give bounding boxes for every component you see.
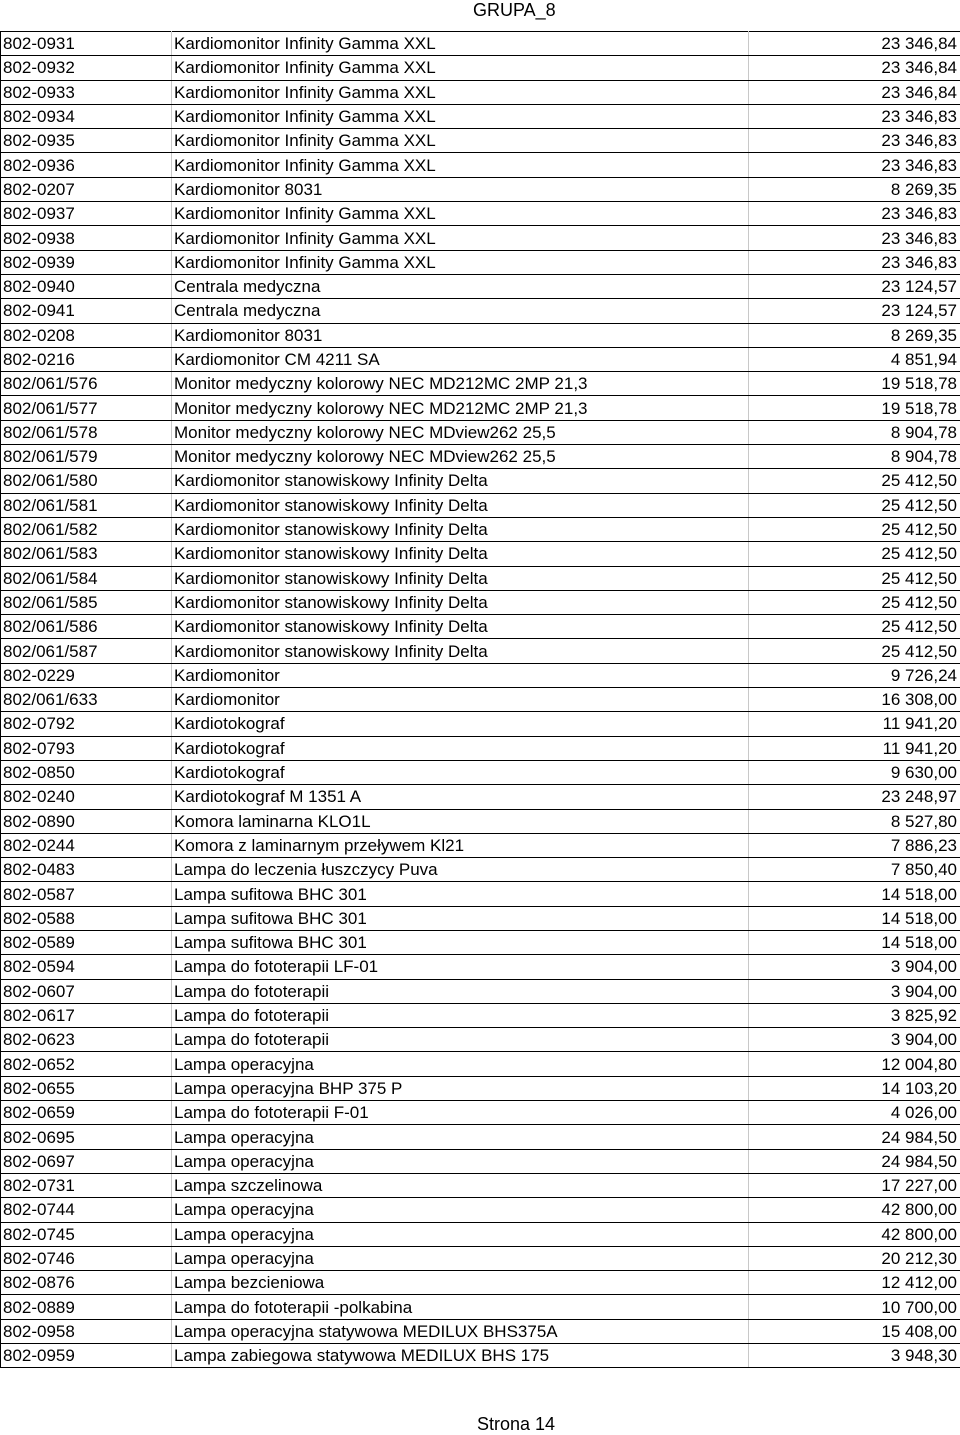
table-row xyxy=(1,979,960,1003)
item-name: Komora z laminarnym przeływem Kl21 xyxy=(172,833,749,857)
item-name: Lampa do fototerapii -polkabina xyxy=(172,1295,749,1319)
item-code: 802-0890 xyxy=(1,809,172,833)
table-row xyxy=(1,639,960,663)
item-code: 802-0617 xyxy=(1,1003,172,1027)
table-row xyxy=(1,372,960,396)
item-value: 23 346,83 xyxy=(749,129,960,153)
item-code: 802-0594 xyxy=(1,955,172,979)
item-value: 25 412,50 xyxy=(749,493,960,517)
item-code: 802-0240 xyxy=(1,785,172,809)
item-name: Lampa operacyjna xyxy=(172,1125,749,1149)
item-name: Kardiomonitor Infinity Gamma XXL xyxy=(172,32,749,56)
item-name: Kardiomonitor 8031 xyxy=(172,323,749,347)
table-row xyxy=(1,1125,960,1149)
item-value: 19 518,78 xyxy=(749,372,960,396)
item-code: 802-0936 xyxy=(1,153,172,177)
group-header: GRUPA_8 xyxy=(473,0,556,20)
item-code: 802-0483 xyxy=(1,858,172,882)
table-row xyxy=(1,80,960,104)
item-name: Lampa operacyjna xyxy=(172,1198,749,1222)
item-name: Lampa szczelinowa xyxy=(172,1173,749,1197)
item-name: Kardiomonitor Infinity Gamma XXL xyxy=(172,202,749,226)
item-name: Lampa do fototerapii xyxy=(172,979,749,1003)
item-value: 11 941,20 xyxy=(749,736,960,760)
item-value: 23 124,57 xyxy=(749,274,960,298)
item-value: 25 412,50 xyxy=(749,566,960,590)
item-name: Kardiomonitor Infinity Gamma XXL xyxy=(172,80,749,104)
item-value: 42 800,00 xyxy=(749,1198,960,1222)
item-name: Centrala medyczna xyxy=(172,274,749,298)
item-code: 802-0216 xyxy=(1,347,172,371)
item-value: 19 518,78 xyxy=(749,396,960,420)
item-name: Lampa operacyjna xyxy=(172,1052,749,1076)
item-code: 802-0889 xyxy=(1,1295,172,1319)
item-name: Kardiomonitor stanowiskowy Infinity Delta xyxy=(172,469,749,493)
item-value: 9 726,24 xyxy=(749,663,960,687)
item-value: 3 825,92 xyxy=(749,1003,960,1027)
item-name: Lampa operacyjna statywowa MEDILUX BHS375A xyxy=(172,1319,749,1343)
item-code: 802-0793 xyxy=(1,736,172,760)
item-value: 14 518,00 xyxy=(749,930,960,954)
item-code: 802/061/582 xyxy=(1,517,172,541)
item-name: Komora laminarna KLO1L xyxy=(172,809,749,833)
item-value: 7 886,23 xyxy=(749,833,960,857)
table-row xyxy=(1,1295,960,1319)
item-code: 802-0697 xyxy=(1,1149,172,1173)
item-code: 802-0939 xyxy=(1,250,172,274)
item-value: 4 026,00 xyxy=(749,1101,960,1125)
item-code: 802/061/579 xyxy=(1,445,172,469)
table-row xyxy=(1,833,960,857)
table-row xyxy=(1,1003,960,1027)
inventory-table xyxy=(0,31,960,1368)
item-name: Lampa operacyjna xyxy=(172,1222,749,1246)
table-row xyxy=(1,104,960,128)
item-code: 802/061/585 xyxy=(1,590,172,614)
table-row xyxy=(1,930,960,954)
table-row xyxy=(1,1173,960,1197)
table-row xyxy=(1,469,960,493)
item-name: Lampa do fototerapii F-01 xyxy=(172,1101,749,1125)
item-code: 802-0659 xyxy=(1,1101,172,1125)
item-code: 802-0587 xyxy=(1,882,172,906)
inventory-table-body xyxy=(1,32,960,1368)
item-name: Lampa do fototerapii xyxy=(172,1003,749,1027)
table-row xyxy=(1,1222,960,1246)
table-row xyxy=(1,1198,960,1222)
table-row xyxy=(1,420,960,444)
item-value: 23 248,97 xyxy=(749,785,960,809)
item-value: 25 412,50 xyxy=(749,542,960,566)
item-code: 802-0695 xyxy=(1,1125,172,1149)
item-name: Lampa do fototerapii xyxy=(172,1028,749,1052)
item-name: Kardiomonitor Infinity Gamma XXL xyxy=(172,250,749,274)
table-row xyxy=(1,1149,960,1173)
item-code: 802/061/577 xyxy=(1,396,172,420)
item-name: Kardiomonitor stanowiskowy Infinity Delta xyxy=(172,639,749,663)
item-value: 4 851,94 xyxy=(749,347,960,371)
table-row xyxy=(1,858,960,882)
item-value: 23 346,84 xyxy=(749,32,960,56)
table-row xyxy=(1,906,960,930)
item-name: Kardiomonitor stanowiskowy Infinity Delta xyxy=(172,493,749,517)
item-value: 11 941,20 xyxy=(749,712,960,736)
item-value: 8 269,35 xyxy=(749,323,960,347)
item-name: Kardiomonitor stanowiskowy Infinity Delta xyxy=(172,542,749,566)
table-row xyxy=(1,809,960,833)
item-code: 802-0940 xyxy=(1,274,172,298)
item-value: 7 850,40 xyxy=(749,858,960,882)
item-code: 802-0623 xyxy=(1,1028,172,1052)
item-code: 802-0958 xyxy=(1,1319,172,1343)
table-row xyxy=(1,445,960,469)
item-code: 802-0933 xyxy=(1,80,172,104)
item-code: 802/061/576 xyxy=(1,372,172,396)
item-code: 802-0744 xyxy=(1,1198,172,1222)
table-row xyxy=(1,250,960,274)
item-name: Lampa zabiegowa statywowa MEDILUX BHS 175 xyxy=(172,1344,749,1368)
item-code: 802-0941 xyxy=(1,299,172,323)
table-row xyxy=(1,590,960,614)
item-name: Lampa do leczenia łuszczycy Puva xyxy=(172,858,749,882)
item-name: Kardiomonitor stanowiskowy Infinity Delta xyxy=(172,615,749,639)
table-row xyxy=(1,615,960,639)
item-value: 14 518,00 xyxy=(749,906,960,930)
table-row xyxy=(1,274,960,298)
item-name: Kardiomonitor stanowiskowy Infinity Delta xyxy=(172,517,749,541)
table-row xyxy=(1,760,960,784)
table-row xyxy=(1,785,960,809)
table-row xyxy=(1,153,960,177)
item-code: 802-0207 xyxy=(1,177,172,201)
item-code: 802/061/581 xyxy=(1,493,172,517)
item-value: 25 412,50 xyxy=(749,615,960,639)
table-row xyxy=(1,566,960,590)
item-name: Lampa sufitowa BHC 301 xyxy=(172,882,749,906)
item-code: 802-0607 xyxy=(1,979,172,1003)
item-code: 802-0731 xyxy=(1,1173,172,1197)
item-code: 802-0935 xyxy=(1,129,172,153)
item-code: 802-0208 xyxy=(1,323,172,347)
item-code: 802-0959 xyxy=(1,1344,172,1368)
item-name: Lampa bezcieniowa xyxy=(172,1271,749,1295)
item-name: Kardiomonitor xyxy=(172,688,749,712)
item-name: Kardiomonitor Infinity Gamma XXL xyxy=(172,104,749,128)
item-code: 802/061/586 xyxy=(1,615,172,639)
item-code: 802-0937 xyxy=(1,202,172,226)
table-row xyxy=(1,226,960,250)
item-value: 23 346,83 xyxy=(749,250,960,274)
table-row xyxy=(1,129,960,153)
item-name: Lampa operacyjna xyxy=(172,1246,749,1270)
item-value: 25 412,50 xyxy=(749,517,960,541)
item-value: 42 800,00 xyxy=(749,1222,960,1246)
table-row xyxy=(1,202,960,226)
item-code: 802-0934 xyxy=(1,104,172,128)
item-value: 23 346,83 xyxy=(749,202,960,226)
item-name: Kardiomonitor xyxy=(172,663,749,687)
item-name: Lampa do fototerapii LF-01 xyxy=(172,955,749,979)
table-row xyxy=(1,1028,960,1052)
table-row xyxy=(1,56,960,80)
item-value: 3 904,00 xyxy=(749,979,960,1003)
item-code: 802/061/587 xyxy=(1,639,172,663)
item-value: 24 984,50 xyxy=(749,1125,960,1149)
item-value: 23 346,84 xyxy=(749,80,960,104)
item-name: Kardiotokograf xyxy=(172,760,749,784)
table-row xyxy=(1,1271,960,1295)
item-code: 802-0746 xyxy=(1,1246,172,1270)
item-name: Monitor medyczny kolorowy NEC MD212MC 2MP 21,3 xyxy=(172,372,749,396)
item-name: Lampa operacyjna xyxy=(172,1149,749,1173)
item-value: 14 103,20 xyxy=(749,1076,960,1100)
item-value: 8 527,80 xyxy=(749,809,960,833)
item-code: 802-0244 xyxy=(1,833,172,857)
item-value: 8 269,35 xyxy=(749,177,960,201)
item-code: 802/061/633 xyxy=(1,688,172,712)
item-name: Lampa sufitowa BHC 301 xyxy=(172,906,749,930)
item-code: 802-0745 xyxy=(1,1222,172,1246)
item-name: Kardiomonitor 8031 xyxy=(172,177,749,201)
item-name: Monitor medyczny kolorowy NEC MDview262 25,5 xyxy=(172,420,749,444)
item-code: 802/061/580 xyxy=(1,469,172,493)
item-name: Kardiomonitor Infinity Gamma XXL xyxy=(172,56,749,80)
item-name: Lampa sufitowa BHC 301 xyxy=(172,930,749,954)
item-name: Centrala medyczna xyxy=(172,299,749,323)
table-row xyxy=(1,1319,960,1343)
item-value: 25 412,50 xyxy=(749,590,960,614)
item-value: 3 904,00 xyxy=(749,955,960,979)
table-row xyxy=(1,323,960,347)
table-row xyxy=(1,955,960,979)
table-row xyxy=(1,517,960,541)
table-row xyxy=(1,542,960,566)
item-name: Kardiomonitor Infinity Gamma XXL xyxy=(172,226,749,250)
item-value: 23 346,83 xyxy=(749,226,960,250)
item-name: Kardiomonitor stanowiskowy Infinity Delta xyxy=(172,566,749,590)
item-value: 12 412,00 xyxy=(749,1271,960,1295)
item-value: 3 904,00 xyxy=(749,1028,960,1052)
item-value: 23 346,83 xyxy=(749,153,960,177)
table-row xyxy=(1,1052,960,1076)
item-name: Kardiotokograf M 1351 A xyxy=(172,785,749,809)
item-name: Kardiomonitor Infinity Gamma XXL xyxy=(172,153,749,177)
item-code: 802-0229 xyxy=(1,663,172,687)
table-row xyxy=(1,1101,960,1125)
item-value: 16 308,00 xyxy=(749,688,960,712)
table-row xyxy=(1,663,960,687)
table-row xyxy=(1,1344,960,1368)
item-code: 802-0850 xyxy=(1,760,172,784)
item-value: 17 227,00 xyxy=(749,1173,960,1197)
item-code: 802-0876 xyxy=(1,1271,172,1295)
item-value: 14 518,00 xyxy=(749,882,960,906)
item-name: Kardiotokograf xyxy=(172,712,749,736)
item-name: Kardiomonitor CM 4211 SA xyxy=(172,347,749,371)
item-code: 802-0792 xyxy=(1,712,172,736)
item-value: 15 408,00 xyxy=(749,1319,960,1343)
item-value: 25 412,50 xyxy=(749,639,960,663)
table-row xyxy=(1,712,960,736)
item-name: Monitor medyczny kolorowy NEC MDview262 25,5 xyxy=(172,445,749,469)
item-code: 802-0588 xyxy=(1,906,172,930)
table-row xyxy=(1,1076,960,1100)
table-row xyxy=(1,299,960,323)
table-row xyxy=(1,177,960,201)
table-row xyxy=(1,1246,960,1270)
table-row xyxy=(1,32,960,56)
table-row xyxy=(1,688,960,712)
page-number: Strona 14 xyxy=(477,1414,556,1434)
item-name: Lampa operacyjna BHP 375 P xyxy=(172,1076,749,1100)
item-code: 802/061/584 xyxy=(1,566,172,590)
item-value: 23 346,83 xyxy=(749,104,960,128)
item-code: 802/061/578 xyxy=(1,420,172,444)
item-value: 24 984,50 xyxy=(749,1149,960,1173)
item-code: 802-0931 xyxy=(1,32,172,56)
table-row xyxy=(1,882,960,906)
item-name: Kardiotokograf xyxy=(172,736,749,760)
item-value: 10 700,00 xyxy=(749,1295,960,1319)
item-name: Kardiomonitor Infinity Gamma XXL xyxy=(172,129,749,153)
item-value: 8 904,78 xyxy=(749,420,960,444)
item-code: 802/061/583 xyxy=(1,542,172,566)
item-code: 802-0589 xyxy=(1,930,172,954)
item-value: 20 212,30 xyxy=(749,1246,960,1270)
item-name: Monitor medyczny kolorowy NEC MD212MC 2MP 21,3 xyxy=(172,396,749,420)
item-value: 23 124,57 xyxy=(749,299,960,323)
item-code: 802-0932 xyxy=(1,56,172,80)
item-value: 12 004,80 xyxy=(749,1052,960,1076)
item-code: 802-0938 xyxy=(1,226,172,250)
table-row xyxy=(1,396,960,420)
item-code: 802-0655 xyxy=(1,1076,172,1100)
item-value: 9 630,00 xyxy=(749,760,960,784)
item-name: Kardiomonitor stanowiskowy Infinity Delta xyxy=(172,590,749,614)
item-value: 8 904,78 xyxy=(749,445,960,469)
table-row xyxy=(1,493,960,517)
item-value: 23 346,84 xyxy=(749,56,960,80)
table-row xyxy=(1,347,960,371)
table-row xyxy=(1,736,960,760)
item-value: 3 948,30 xyxy=(749,1344,960,1368)
item-value: 25 412,50 xyxy=(749,469,960,493)
item-code: 802-0652 xyxy=(1,1052,172,1076)
